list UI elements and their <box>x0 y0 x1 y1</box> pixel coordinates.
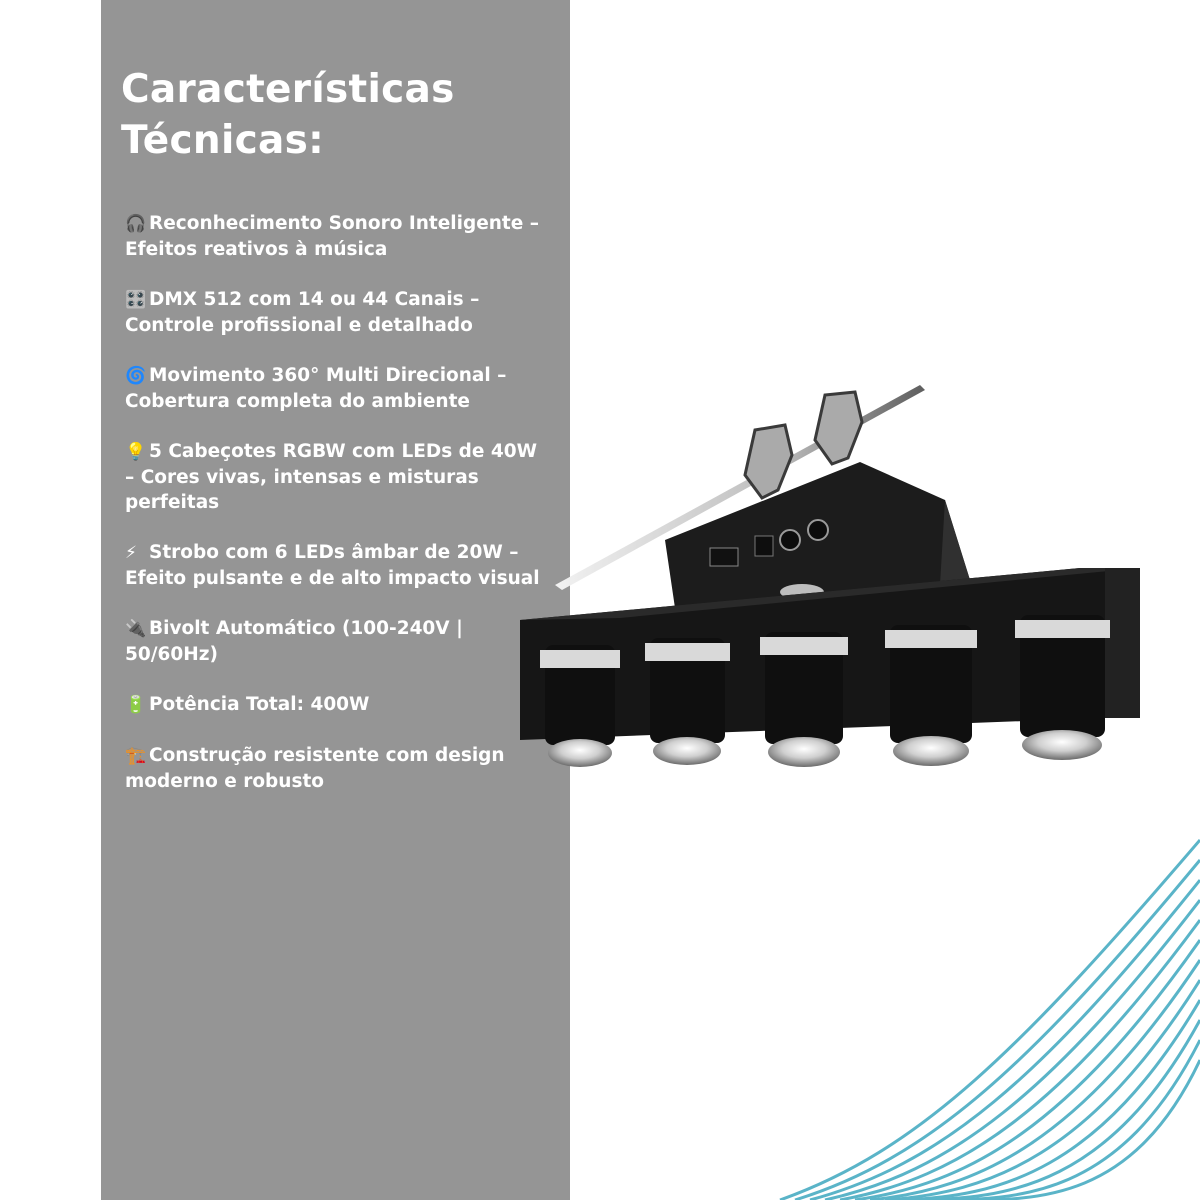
feature-text: 5 Cabeçotes RGBW com LEDs de 40W – Cores vivas, intensas e misturas perfeitas <box>125 441 538 513</box>
wave-lines <box>780 840 1200 1200</box>
feature-text: Movimento 360° Multi Direcional – Cobertura completa do ambiente <box>125 365 507 412</box>
mounting-clamp <box>745 425 792 498</box>
plug-icon: 🔌 <box>125 619 147 639</box>
feature-text: Strobo com 6 LEDs âmbar de 20W – Efeito pulsante e de alto impacto visual <box>125 542 540 589</box>
feature-text: Potência Total: 400W <box>149 694 370 715</box>
moving-head <box>885 625 977 766</box>
title-line-1: Características <box>121 67 455 112</box>
feature-text: Construção resistente com design moderno e robusto <box>125 745 505 792</box>
headphones-icon: 🎧 <box>125 214 147 234</box>
feature-text: Bivolt Automático (100-240V | 50/60Hz) <box>125 618 463 665</box>
feature-item <box>125 692 545 718</box>
feature-text: Reconhecimento Sonoro Inteligente – Efeitos reativos à música <box>125 213 540 260</box>
lightning-icon: ⚡ <box>125 543 137 563</box>
feature-item <box>125 363 545 414</box>
feature-item <box>125 540 545 591</box>
product-image <box>500 380 1150 810</box>
moving-head <box>1015 615 1110 760</box>
moving-head <box>540 645 620 767</box>
feature-item <box>125 287 545 338</box>
feature-item <box>125 211 545 262</box>
title-line-2: Técnicas: <box>121 118 325 163</box>
page-title <box>121 64 551 166</box>
feature-text: DMX 512 com 14 ou 44 Canais – Controle profissional e detalhado <box>125 289 480 336</box>
feature-item <box>125 616 545 667</box>
crane-icon: 🏗️ <box>125 746 147 766</box>
moving-head <box>760 632 848 767</box>
control-knobs-icon: 🎛️ <box>125 290 147 310</box>
moving-head <box>645 638 730 765</box>
battery-icon: 🔋 <box>125 695 147 715</box>
feature-item <box>125 743 545 794</box>
mounting-clamp <box>815 392 862 464</box>
light-bulb-icon: 💡 <box>125 442 147 462</box>
feature-item <box>125 439 545 515</box>
decorative-waves <box>500 820 1200 1200</box>
feature-list <box>125 211 545 819</box>
cyclone-icon: 🌀 <box>125 366 147 386</box>
